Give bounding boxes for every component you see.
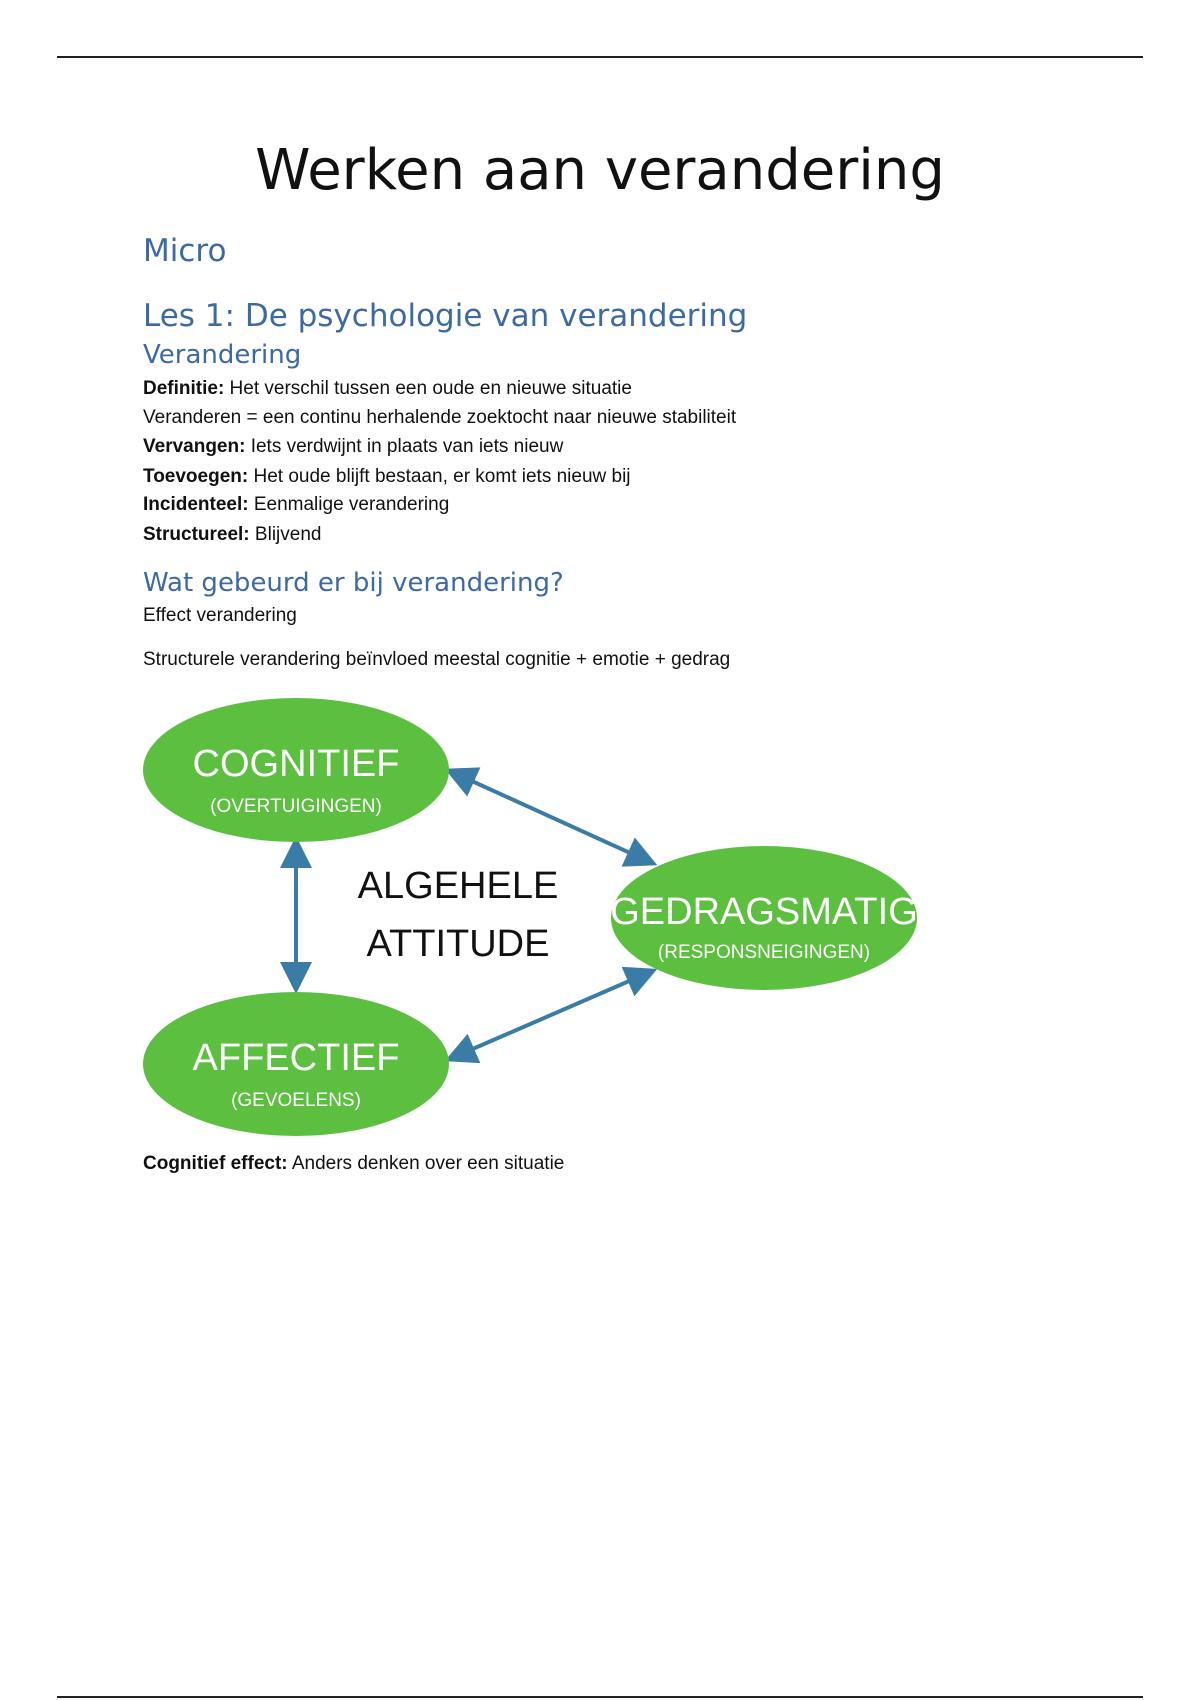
effect-line: Effect verandering xyxy=(143,605,297,626)
cognitive-effect-line xyxy=(143,1153,564,1175)
definition-term: Toevoegen: xyxy=(143,466,249,487)
definition-line xyxy=(143,407,736,429)
definition-text: Eenmalige verandering xyxy=(248,494,450,515)
attitude-diagram xyxy=(130,690,930,1140)
node-gedragsmatig-title: GEDRAGSMATIG xyxy=(610,891,918,933)
definition-text: Het oude blijft bestaan, er komt iets nieuw bij xyxy=(248,466,631,487)
definition-line xyxy=(143,494,449,516)
node-affectief-subtitle: (GEVOELENS) xyxy=(231,1090,361,1111)
definition-term: Structureel: xyxy=(143,524,250,545)
node-gedragsmatig xyxy=(610,846,918,990)
top-rule xyxy=(57,56,1143,58)
node-cognitief xyxy=(143,698,449,842)
bottom-rule xyxy=(57,1696,1143,1698)
definition-text: Veranderen = een continu herhalende zoektocht naar nieuwe stabiliteit xyxy=(143,407,737,428)
definition-text: Het verschil tussen een oude en nieuwe situatie xyxy=(224,378,632,399)
definition-term: Vervangen: xyxy=(143,436,246,457)
heading-what-happens: Wat gebeurd er bij verandering? xyxy=(143,568,564,598)
center-label-line1: ALGEHELE xyxy=(357,865,559,907)
node-affectief xyxy=(143,992,449,1136)
arrow-affective-behavioral xyxy=(452,972,650,1058)
structural-change-line: Structurele verandering beïnvloed meestal cognitie + emotie + gedrag xyxy=(143,649,731,670)
node-gedragsmatig-subtitle: (RESPONSNEIGINGEN) xyxy=(657,942,871,963)
definition-text: Blijvend xyxy=(249,524,322,545)
heading-micro: Micro xyxy=(143,233,227,269)
node-affectief-title: AFFECTIEF xyxy=(192,1037,400,1079)
cognitive-effect-text: Anders denken over een situatie xyxy=(287,1153,565,1174)
document-title: Werken aan verandering xyxy=(255,138,945,203)
center-label-line2: ATTITUDE xyxy=(366,923,550,965)
definition-line xyxy=(143,436,563,458)
arrow-cognitive-behavioral xyxy=(452,772,650,862)
definition-line xyxy=(143,524,321,546)
definition-line xyxy=(143,378,632,400)
heading-verandering: Verandering xyxy=(143,340,302,370)
definition-term: Incidenteel: xyxy=(143,494,249,515)
cognitive-effect-term: Cognitief effect: xyxy=(143,1153,288,1174)
definition-line xyxy=(143,466,631,488)
node-cognitief-subtitle: (OVERTUIGINGEN) xyxy=(210,796,382,817)
heading-lesson: Les 1: De psychologie van verandering xyxy=(143,298,748,334)
definition-term: Definitie: xyxy=(143,378,225,399)
node-cognitief-title: COGNITIEF xyxy=(192,743,400,785)
definition-text: Iets verdwijnt in plaats van iets nieuw xyxy=(245,436,564,457)
